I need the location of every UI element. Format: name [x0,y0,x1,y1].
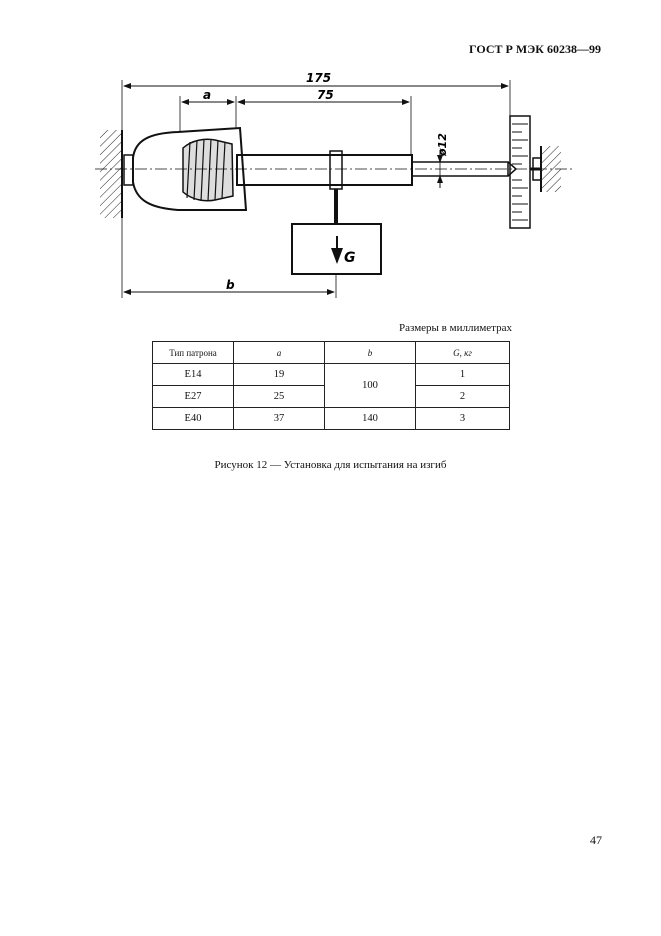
dim-75-label: 75 [317,88,334,102]
dim-a-label: a [203,88,212,102]
dim-b-label: b [226,278,235,292]
table-row [153,408,510,430]
dim-175-label: 175 [306,71,332,85]
header-type: Тип патрона [153,342,234,364]
test-bar [237,155,412,185]
cell-a: 19 [234,364,325,386]
figure-caption: Рисунок 12 — Установка для испытания на изгиб [214,459,447,471]
cell-type: E27 [153,386,234,408]
header-g-text: G, кг [453,347,472,358]
left-wall-hatch [100,130,122,218]
document-header: ГОСТ Р МЭК 60238—99 [469,42,601,56]
cell-b: 140 [325,408,416,430]
spec-table [152,341,510,430]
cell-type: E14 [153,364,234,386]
table-row [153,364,510,386]
cell-a: 37 [234,408,325,430]
weight-label: G [344,250,356,266]
cell-g: 3 [416,408,510,430]
cell-type: E40 [153,408,234,430]
cell-a: 25 [234,386,325,408]
cell-g: 1 [416,364,510,386]
dim-diameter-label: ø12 [436,133,449,156]
table-header-row [153,342,510,364]
right-wall-hatch [541,146,561,192]
scale-ticks [512,124,528,220]
bending-test-drawing [0,0,661,310]
units-note: Размеры в миллиметрах [399,322,512,334]
hanger-collar [330,151,342,189]
header-b: b [325,342,416,364]
cell-b: 100 [325,364,416,408]
header-a: a [234,342,325,364]
page-number: 47 [590,833,602,847]
header-g [416,342,510,364]
cell-g: 2 [416,386,510,408]
left-mount-plate [124,155,133,185]
